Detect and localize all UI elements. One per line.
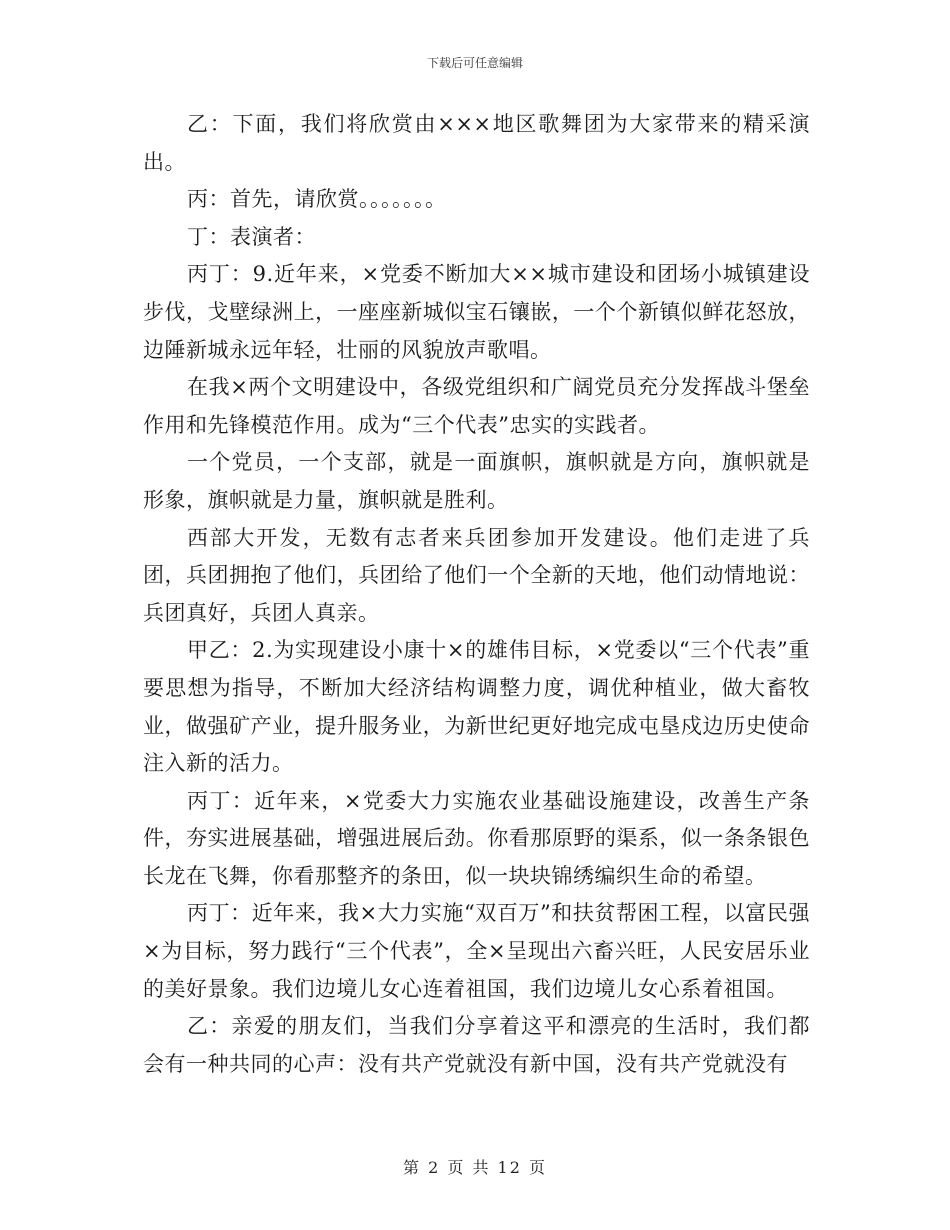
paragraph: 乙：下面，我们将欣赏由×××地区歌舞团为大家带来的精采演出。	[143, 112, 810, 174]
paragraph: 西部大开发，无数有志者来兵团参加开发建设。他们走进了兵团，兵团拥抱了他们，兵团给了他们一个全新的天地，他们动情地说：兵团真好，兵团人真亲。	[143, 525, 810, 625]
paragraph: 丙丁：近年来，×党委大力实施农业基础设施建设，改善生产条件，夯实进展基础，增强进展后劲。你看那原野的渠系，似一条条银色长龙在飞舞，你看那整齐的条田，似一块块锦绣编织生命的希望。	[143, 788, 810, 888]
paragraph: 乙：亲爱的朋友们，当我们分享着这平和漂亮的生活时，我们都会有一种共同的心声：没有共产党就没有新中国，没有共产党就没有	[143, 1014, 810, 1076]
paragraph: 丙：首先，请欣赏。。。。。。。	[187, 187, 447, 212]
paragraph: 丙丁：近年来，我×大力实施“双百万”和扶贫帮困工程，以富民强×为目标，努力践行“三个代表”，全×呈现出六畜兴旺，人民安居乐业的美好景象。我们边境儿女心连着祖国，我们边境儿女心系着祖国。	[143, 901, 810, 1001]
paragraph: 丙丁：9.近年来，×党委不断加大××城市建设和团场小城镇建设步伐，戈壁绿洲上，一座座新城似宝石镶嵌，一个个新镇似鲜花怒放，边陲新城永远年轻，壮丽的风貌放声歌唱。	[143, 262, 810, 362]
page-header-note: 下载后可任意编辑	[426, 56, 523, 70]
document-body	[143, 106, 810, 1083]
paragraph: 丁：表演者：	[187, 224, 316, 249]
page-number: 第 2 页 共 12 页	[403, 1158, 547, 1177]
paragraph: 在我×两个文明建设中，各级党组织和广阔党员充分发挥战斗堡垒作用和先锋模范作用。成为“三个代表”忠实的实践者。	[143, 375, 810, 437]
paragraph: 甲乙：2.为实现建设小康十×的雄伟目标，×党委以“三个代表”重要思想为指导，不断加大经济结构调整力度，调优种植业，做大畜牧业，做强矿产业，提升服务业，为新世纪更好地完成屯垦戍边历史使命注入新的活力。	[143, 638, 810, 776]
paragraph: 一个党员，一个支部，就是一面旗帜，旗帜就是方向，旗帜就是形象，旗帜就是力量，旗帜就是胜利。	[143, 450, 810, 512]
